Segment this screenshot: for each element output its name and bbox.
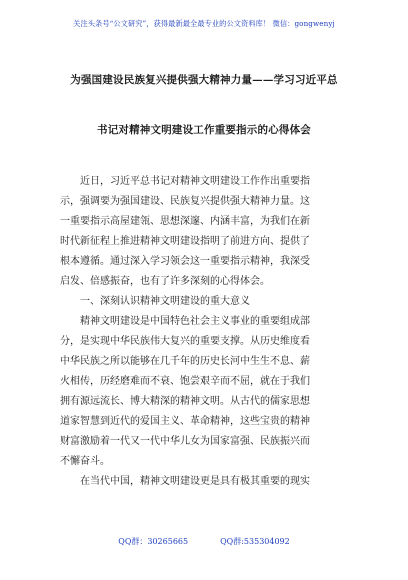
body-line: 近日，习近平总书记对精神文明建设工作作出重要指	[80, 176, 310, 187]
section-heading: 一、深刻认识精神文明建设的重大意义	[80, 296, 250, 307]
document-title-line-1: 为强国建设民族复兴提供强大精神力量——学习习近平总	[70, 74, 338, 86]
body-line: 根本遵循。通过深入学习领会这一重要指示精神，我深受	[60, 256, 310, 267]
body-line: 时代新征程上推进精神文明建设指明了前进方向、提供了	[60, 236, 310, 247]
body-line: 火相传，历经磨难而不衰、饱尝艰辛而不屈，就在于我们	[60, 376, 310, 387]
body-line: 一重要指示高屋建瓴、思想深邃、内涵丰富，为我们在新	[60, 216, 310, 227]
document-title-line-2: 书记对精神文明建设工作重要指示的心得体会	[97, 124, 311, 136]
footer-qq-group-1: QQ群：30265665	[118, 537, 189, 546]
body-line: 精神文明建设是中国特色社会主义事业的重要组成部	[80, 316, 310, 327]
document-body	[60, 172, 352, 492]
body-line: 示，强调要为强国建设、民族复兴提供强大精神力量。这	[60, 196, 310, 207]
body-line: 财富激励着一代又一代中华儿女为国家富强、民族振兴而	[60, 436, 310, 447]
body-line: 不懈奋斗。	[60, 456, 110, 467]
body-line: 分，是实现中华民族伟大复兴的重要支撑。从历史维度看	[60, 336, 310, 347]
header-note: 关注头条号“公文研究”，获得最新最全最专业的公文资料库！ 微信：gongwenyj	[73, 19, 335, 28]
body-line: 道家智慧到近代的爱国主义、革命精神，这些宝贵的精神	[60, 416, 310, 427]
body-line: 拥有源远流长、博大精深的精神文明。从古代的儒家思想	[60, 396, 310, 407]
body-line: 在当代中国，精神文明建设更是具有极其重要的现实	[80, 476, 310, 487]
footer	[0, 536, 408, 547]
body-line: 启发、倍感振奋，也有了许多深刻的心得体会。	[60, 276, 270, 287]
body-line: 中华民族之所以能够在几千年的历史长河中生生不息、薪	[60, 356, 310, 367]
footer-qq-group-2: QQ群:535304092	[220, 537, 290, 546]
